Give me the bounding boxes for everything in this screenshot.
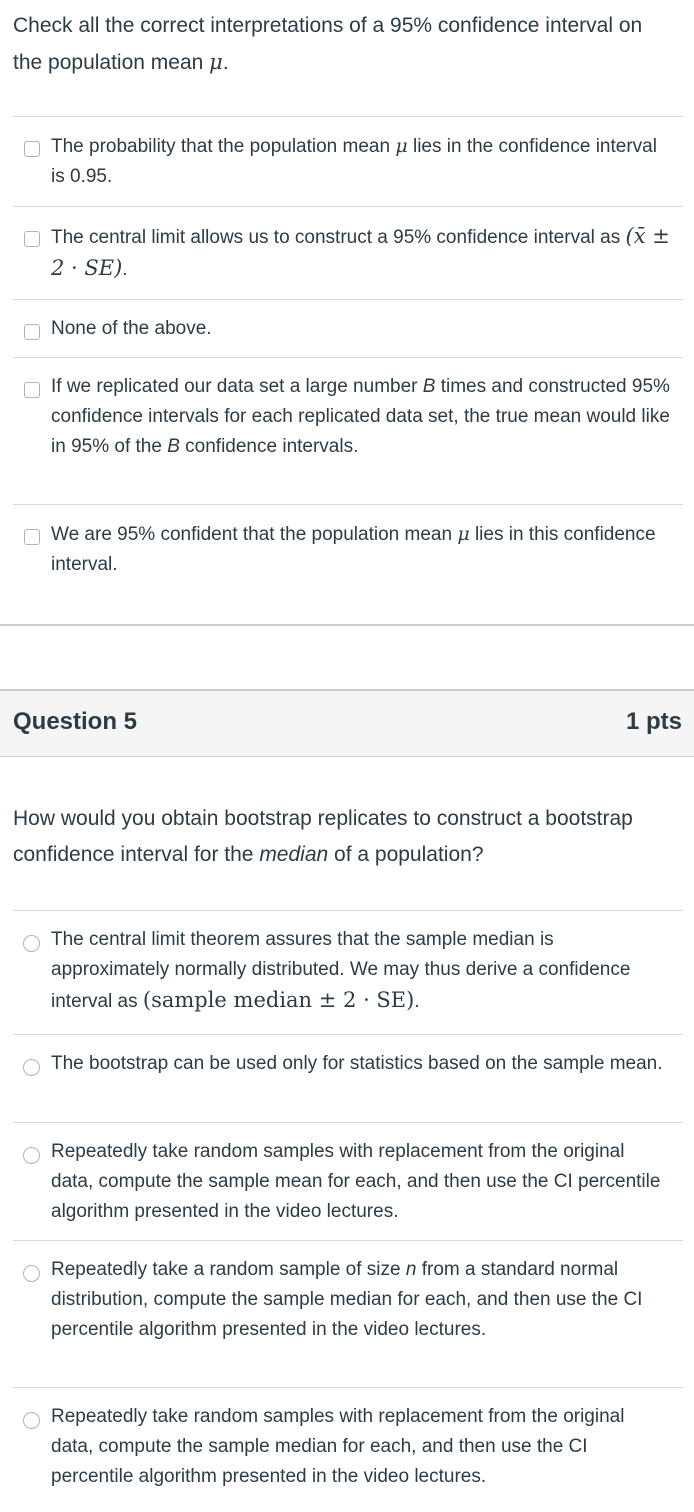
- answer-text: The probability that the population mean: [51, 136, 396, 157]
- prompt-text-end: of a population?: [328, 843, 484, 866]
- checkbox[interactable]: [24, 141, 40, 157]
- radio-button[interactable]: [23, 1265, 40, 1282]
- answer-text: lies in this confidence interval.: [51, 524, 656, 575]
- answer-text: The central limit theorem assures that the sample median is approximately normally distributed. We may thus derive a confidence interval as: [51, 929, 631, 1012]
- checkbox[interactable]: [24, 231, 40, 247]
- answer-option[interactable]: [13, 1241, 683, 1388]
- question-4-prompt: [13, 8, 674, 81]
- answer-text: If we replicated our data set a large number: [51, 376, 423, 397]
- question-title: Question 5: [13, 708, 138, 735]
- prompt-text-end: .: [222, 51, 229, 74]
- variable-b: B: [422, 376, 436, 397]
- answer-option[interactable]: [13, 1388, 683, 1506]
- question-points: 1 pts: [625, 708, 682, 735]
- answer-text: The central limit allows us to construct a 95% confidence interval as: [51, 227, 626, 248]
- answer-text: lies in the confidence interval is 0.95.: [51, 136, 657, 187]
- question-5-answers: [13, 910, 683, 1506]
- checkbox[interactable]: [24, 324, 40, 340]
- answer-option[interactable]: [13, 1123, 683, 1241]
- radio-button[interactable]: [23, 1412, 40, 1429]
- answer-text: confidence intervals.: [179, 436, 359, 457]
- answer-text: We are 95% confident that the population mean: [51, 524, 458, 545]
- formula: (x̄ ± 2 · SE): [51, 224, 670, 280]
- answer-option[interactable]: [13, 117, 683, 207]
- mu-symbol: μ: [209, 50, 223, 74]
- answer-text: Repeatedly take random samples with replacement from the original data, compute the sample median for each, and then use the CI percentile algorithm presented in the video lectures.: [51, 1406, 625, 1487]
- question-4-answers: [13, 116, 683, 595]
- answer-option[interactable]: [13, 505, 683, 595]
- answer-text: None of the above.: [51, 318, 212, 339]
- answer-option[interactable]: [13, 358, 683, 505]
- mu-symbol: μ: [457, 523, 470, 545]
- mu-symbol: μ: [395, 135, 408, 157]
- formula: (sample median ± 2 · SE): [142, 988, 415, 1012]
- answer-text: .: [414, 991, 420, 1012]
- radio-button[interactable]: [23, 1147, 40, 1164]
- prompt-emphasis: median: [259, 843, 329, 866]
- checkbox[interactable]: [24, 529, 40, 545]
- answer-text: Repeatedly take a random sample of size: [51, 1259, 406, 1280]
- answer-text: The bootstrap can be used only for statistics based on the sample mean.: [51, 1053, 663, 1074]
- variable-b: B: [167, 436, 180, 457]
- answer-text: Repeatedly take random samples with replacement from the original data, compute the sample mean for each, and then use the CI percentile algorithm presented in the video lectures.: [51, 1141, 661, 1222]
- question-divider: [0, 624, 694, 626]
- variable-n: n: [405, 1259, 417, 1280]
- answer-text: .: [122, 259, 128, 280]
- answer-text: times and constructed 95% confidence intervals for each replicated data set, the true mean would like in 95% of the: [51, 376, 670, 457]
- prompt-text: How would you obtain bootstrap replicates to construct a bootstrap confidence interval for the: [13, 807, 633, 866]
- answer-option[interactable]: [13, 1035, 683, 1123]
- prompt-text: Check all the correct interpretations of a 95% confidence interval on the population mean: [13, 14, 643, 74]
- question-5-header: [0, 689, 694, 757]
- checkbox[interactable]: [24, 382, 40, 398]
- answer-option[interactable]: [13, 300, 683, 358]
- radio-button[interactable]: [23, 1059, 40, 1076]
- question-5-prompt: [13, 801, 674, 873]
- radio-button[interactable]: [23, 935, 40, 952]
- answer-option[interactable]: [13, 207, 683, 300]
- answer-option[interactable]: [13, 911, 683, 1035]
- answer-text: from a standard normal distribution, compute the sample median for each, and then use the CI percentile algorithm presented in the video lectures.: [51, 1259, 643, 1340]
